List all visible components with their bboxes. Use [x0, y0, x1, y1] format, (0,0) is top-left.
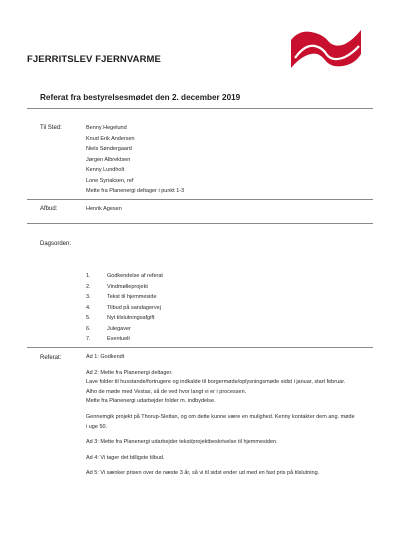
- minutes-line: Ad 5: Vi sænker prisen over de næste 3 år, så vi til sidst ender ud med en fast pris på tilslutning.: [86, 470, 320, 477]
- attendee: Lone Syriaksen, ref: [86, 177, 134, 184]
- minutes-paragraph: [86, 369, 356, 407]
- attendee-list: [86, 123, 184, 197]
- company-logo-icon: [289, 28, 363, 70]
- minutes-line: Mette fra Planenergi udarbejder folder m. indbydelse.: [86, 398, 216, 405]
- minutes-line: Ad 1: Godkendt: [86, 354, 125, 360]
- referat-label: Referat:: [40, 355, 62, 361]
- minutes-paragraph: [86, 454, 356, 464]
- agenda-item: 3. Tekst til hjemmeside: [86, 294, 157, 300]
- organization-name: FJERRITSLEV FJERNVARME: [27, 54, 161, 65]
- minutes-body: [86, 353, 356, 485]
- dagsorden-label: Dagsorden:: [40, 241, 72, 247]
- attendee: Knud Erik Andersen: [86, 135, 135, 142]
- minutes-line: Ad 4: Vi tager det billigste tilbud.: [86, 454, 165, 461]
- til-sted-label: Til Sted:: [40, 125, 62, 131]
- title-divider: [27, 108, 373, 109]
- minutes-line: Ad 3: Mette fra Planenergi udarbejder tekst/projektbeskrivelse til hjemmesiden.: [86, 439, 278, 446]
- section-divider: [27, 199, 373, 200]
- attendee: Jørgen Albrektsen: [86, 156, 131, 163]
- agenda-item: 1. Godkendelse af referat: [86, 273, 163, 279]
- minutes-line: Gennemgik projekt på Thorup-Slettan, og om dette kunne være en mulighed. Kenny kontakter dem ang. møde i uge 50.: [86, 413, 355, 430]
- minutes-line: Lave folder til husstande/fortrugere og indkalde til borgermøde/oplysningsmøde sidst i januar, start februar.: [86, 379, 346, 386]
- agenda-item: 5. Nyt tilslutningsafgift: [86, 315, 155, 321]
- attendee: Benny Hegelund: [86, 125, 127, 131]
- agenda-list: [86, 271, 163, 345]
- document-title: Referat fra bestyrelsesmødet den 2. december 2019: [40, 93, 241, 102]
- absent-person: Henrik Agesen: [86, 206, 122, 212]
- agenda-item: 2. Vindmølleprojekt: [86, 283, 148, 290]
- agenda-item: 6. Julegaver: [86, 325, 131, 332]
- attendee: Niels Søndergaard: [86, 146, 132, 152]
- minutes-paragraph: [86, 438, 356, 448]
- attendee: Mette fra Planenergi deltager i punkt 1-3: [86, 188, 185, 194]
- attendee: Kenny Lundholt: [86, 167, 125, 173]
- section-divider: [27, 347, 373, 348]
- minutes-paragraph: [86, 353, 356, 363]
- agenda-item: 7. Eventuelt: [86, 336, 130, 342]
- section-divider: [27, 223, 373, 224]
- minutes-paragraph: [86, 469, 356, 479]
- minutes-line: Alho de møde med Vestas, så de ved hvor langt vi er i processen.: [86, 388, 247, 395]
- afbud-label: Afbud:: [40, 206, 58, 212]
- agenda-item: 4. Tilbud på sandagervej: [86, 304, 161, 311]
- minutes-line: Ad 2: Mette fra Planenergi deltager.: [86, 369, 173, 376]
- minutes-paragraph: [86, 413, 356, 432]
